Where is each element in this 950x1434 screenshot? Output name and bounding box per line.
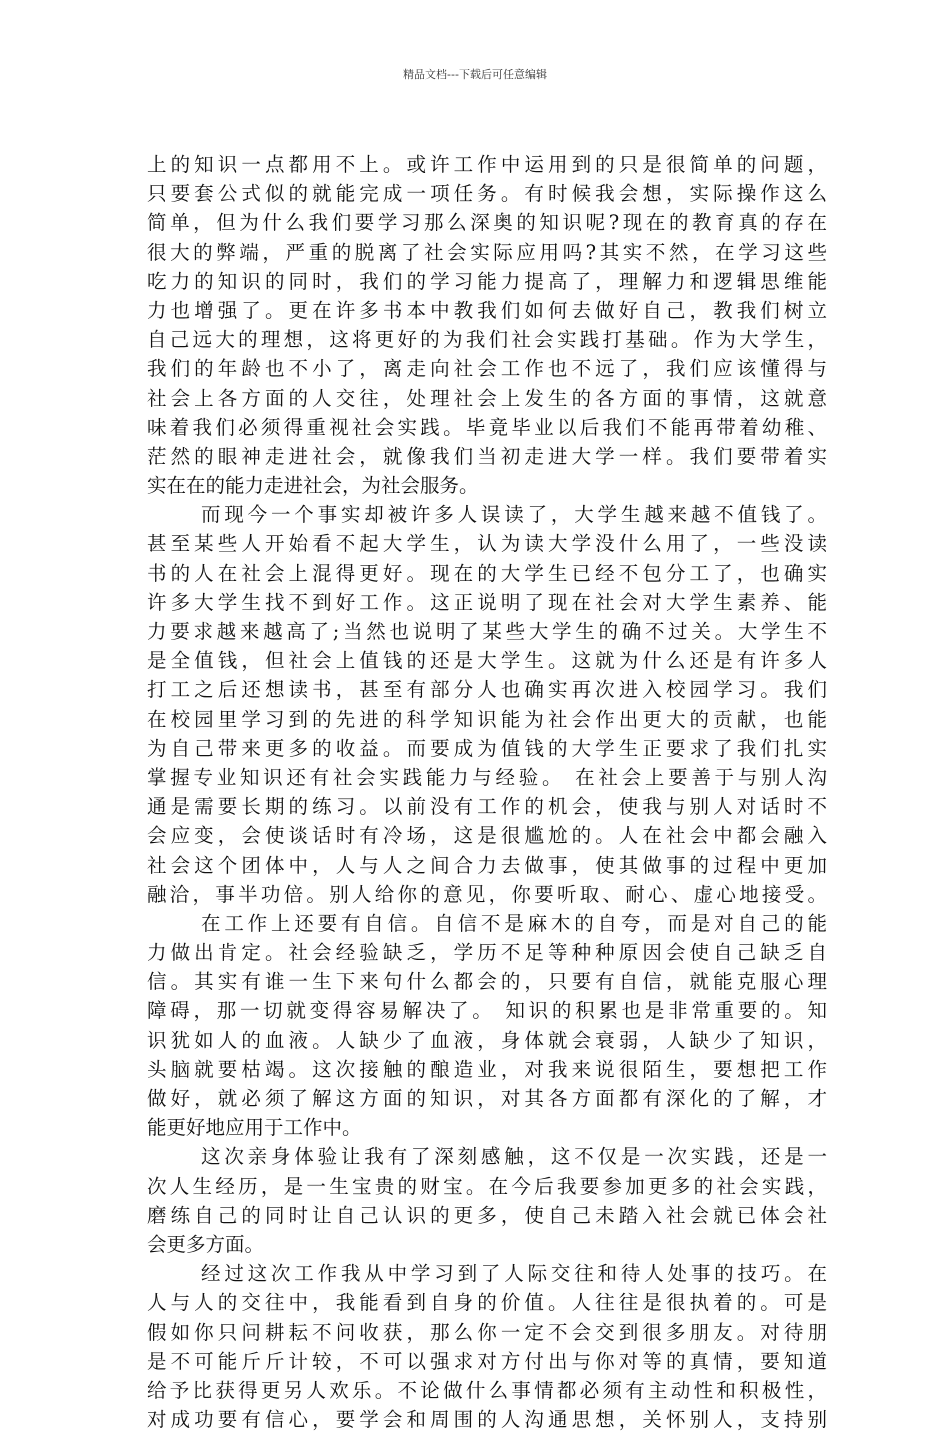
text-line: 能更好地应用于工作中。 [147, 1116, 362, 1140]
text-line: 自己远大的理想，这将更好的为我们社会实践打基础。作为大学生， [147, 328, 827, 352]
text-line: 假如你只问耕耘不问收获，那么你一定不会交到很多朋友。对待朋 [147, 1320, 827, 1344]
text-line: 是不可能斤斤计较，不可以强求对方付出与你对等的真情，要知道 [147, 1349, 827, 1373]
text-line: 障碍，那一切就变得容易解决了。 知识的积累也是非常重要的。知 [147, 999, 827, 1023]
text-line: 磨练自己的同时让自己认识的更多，使自己未踏入社会就已体会社 [147, 1203, 827, 1227]
text-line: 而现今一个事实却被许多人误读了，大学生越来越不值钱了。 [201, 503, 827, 527]
text-line: 经过这次工作我从中学习到了人际交往和待人处事的技巧。在 [201, 1262, 827, 1286]
text-line: 力也增强了。更在许多书本中教我们如何去做好自己，教我们树立 [147, 298, 827, 322]
text-line: 很大的弊端，严重的脱离了社会实际应用吗?其实不然，在学习这些 [147, 240, 827, 264]
text-line: 社会上各方面的人交往，处理社会上发生的各方面的事情，这就意 [147, 386, 827, 410]
text-line: 给予比获得更另人欢乐。不论做什么事情都必须有主动性和积极性， [147, 1378, 827, 1402]
text-line: 甚至某些人开始看不起大学生，认为读大学没什么用了，一些没读 [147, 532, 827, 556]
text-line: 是全值钱，但社会上值钱的还是大学生。这就为什么还是有许多人 [147, 649, 827, 673]
text-line: 识犹如人的血液。人缺少了血液，身体就会衰弱，人缺少了知识， [147, 1028, 827, 1052]
text-line: 只要套公式似的就能完成一项任务。有时候我会想，实际操作这么 [147, 182, 827, 206]
text-line: 简单，但为什么我们要学习那么深奥的知识呢?现在的教育真的存在 [147, 211, 827, 235]
text-line: 许多大学生找不到好工作。这正说明了现在社会对大学生素养、能 [147, 590, 827, 614]
text-line: 掌握专业知识还有社会实践能力与经验。 在社会上要善于与别人沟 [147, 765, 827, 789]
text-line: 力要求越来越高了;当然也说明了某些大学生的确不过关。大学生不 [147, 620, 827, 643]
text-line: 融洽，事半功倍。别人给你的意见，你要听取、耐心、虚心地接受。 [147, 882, 827, 906]
document-body [147, 150, 827, 1434]
text-line: 上的知识一点都用不上。或许工作中运用到的只是很简单的问题， [147, 153, 827, 176]
text-line: 力做出肯定。社会经验缺乏，学历不足等种种原因会使自己缺乏自 [147, 941, 827, 965]
text-line: 打工之后还想读书，甚至有部分人也确实再次进入校园学习。我们 [147, 678, 827, 702]
text-line: 做好，就必须了解这方面的知识，对其各方面都有深化的了解，才 [147, 1087, 827, 1110]
text-line: 为自己带来更多的收益。而要成为值钱的大学生正要求了我们扎实 [147, 736, 827, 760]
text-line: 实在在的能力走进社会，为社会服务。 [147, 474, 479, 498]
text-line: 我们的年龄也不小了，离走向社会工作也不远了，我们应该懂得与 [147, 357, 827, 381]
text-line: 社会这个团体中，人与人之间合力去做事，使其做事的过程中更加 [147, 853, 827, 877]
text-line: 信。其实有谁一生下来句什么都会的，只要有自信，就能克服心理 [147, 970, 827, 994]
text-line: 茫然的眼神走进社会，就像我们当初走进大学一样。我们要带着实 [147, 444, 827, 468]
page-header: 精品文档---下载后可任意编辑 [403, 68, 547, 81]
text-line: 味着我们必须得重视社会实践。毕竟毕业以后我们不能再带着幼稚、 [147, 415, 827, 439]
text-line: 对成功要有信心，要学会和周围的人沟通思想，关怀别人，支持别 [147, 1408, 827, 1432]
text-line: 在工作上还要有自信。自信不是麻木的自夸，而是对自己的能 [201, 911, 827, 935]
text-line: 次人生经历，是一生宝贵的财宝。在今后我要参加更多的社会实践， [147, 1174, 827, 1198]
text-line: 在校园里学习到的先进的科学知识能为社会作出更大的贡献，也能 [147, 707, 827, 731]
text-line: 通是需要长期的练习。以前没有工作的机会，使我与别人对话时不 [147, 795, 827, 819]
text-line: 人与人的交往中，我能看到自身的价值。人往往是很执着的。可是 [147, 1291, 827, 1315]
text-line: 会更多方面。 [147, 1232, 265, 1256]
text-line: 书的人在社会上混得更好。现在的大学生已经不包分工了，也确实 [147, 561, 827, 585]
text-line: 头脑就要枯竭。这次接触的酿造业，对我来说很陌生，要想把工作 [147, 1057, 827, 1081]
text-line: 会应变，会使谈话时有冷场，这是很尴尬的。人在社会中都会融入 [147, 824, 827, 848]
text-line: 这次亲身体验让我有了深刻感触，这不仅是一次实践，还是一 [201, 1145, 827, 1169]
text-line: 吃力的知识的同时，我们的学习能力提高了，理解力和逻辑思维能 [147, 269, 827, 293]
